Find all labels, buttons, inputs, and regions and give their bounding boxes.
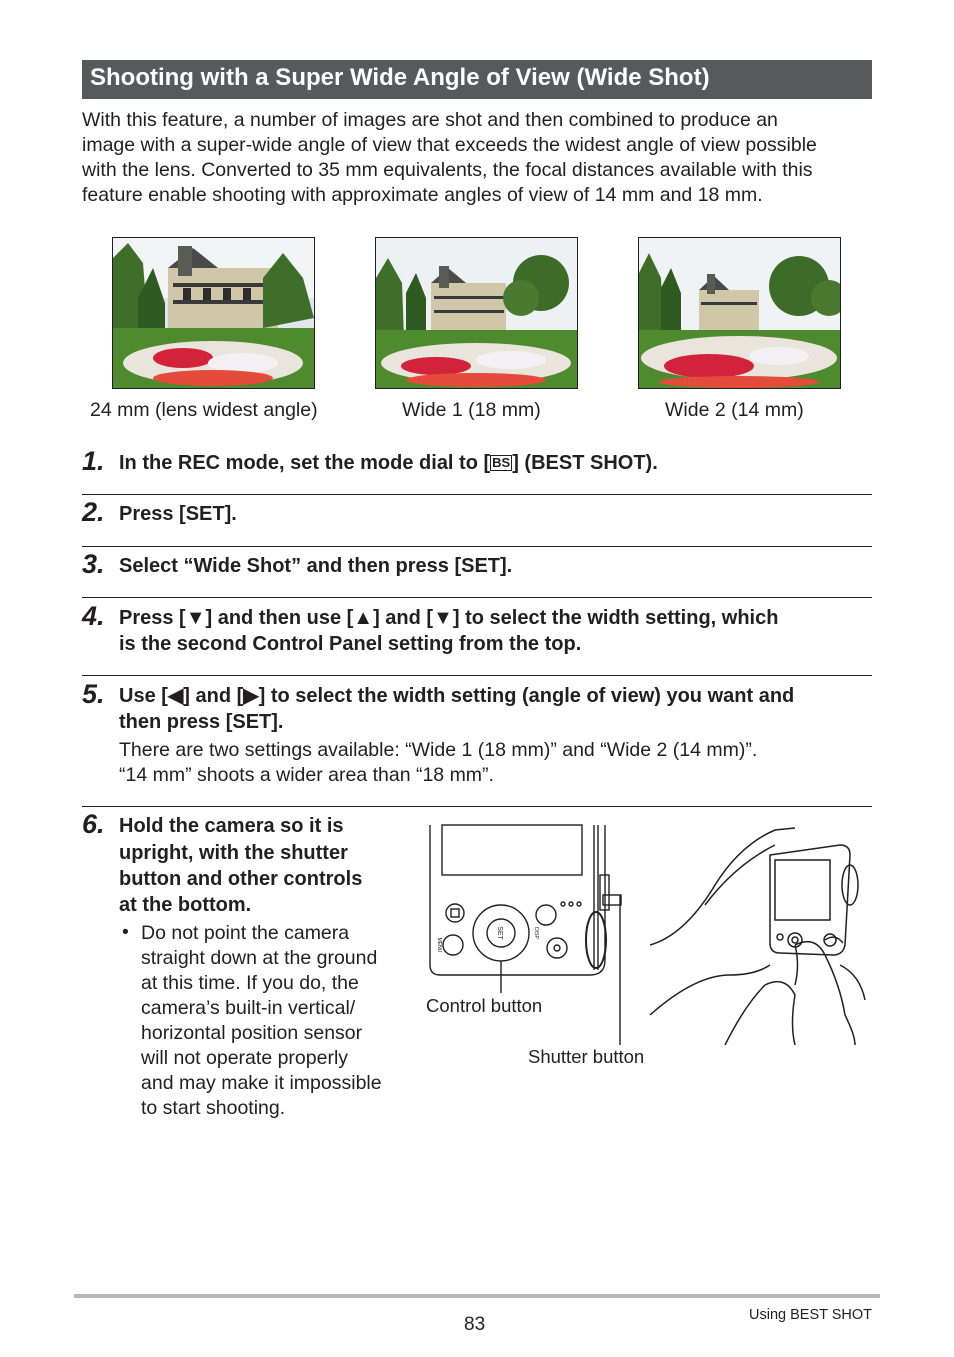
bullet-line: Do not point the camera [141, 922, 350, 944]
step-6-bullet [141, 921, 382, 1121]
bullet-line: and may make it impossible [141, 1072, 382, 1094]
bullet-line: horizontal position sensor [141, 1022, 363, 1044]
intro-line: image with a super-wide angle of view that exceeds the widest angle of view possible [82, 134, 817, 156]
step-4-line1: Press [▼] and then use [▲] and [▼] to select the width setting, which [119, 607, 779, 629]
photo-wide2 [638, 237, 841, 389]
step-divider [82, 597, 872, 598]
bullet-line: will not operate properly [141, 1047, 349, 1069]
step-6-line: at the bottom. [119, 894, 252, 916]
step-divider [82, 806, 872, 807]
step-2-number: 2. [82, 497, 105, 527]
intro-line: with the lens. Converted to 35 mm equivalents, the focal distances available with this [82, 159, 813, 181]
step-4-number: 4. [82, 601, 105, 631]
intro-paragraph [82, 108, 872, 208]
step-2-text: Press [SET]. [119, 503, 237, 525]
footer-divider [74, 1294, 880, 1298]
bullet-line: straight down at the ground [141, 947, 378, 969]
step-6-line: upright, with the shutter [119, 842, 348, 864]
shutter-button-label: Shutter button [528, 1046, 645, 1067]
caption-wide1: Wide 1 (18 mm) [402, 399, 541, 421]
caption-24mm: 24 mm (lens widest angle) [90, 399, 318, 421]
control-button-label: Control button [426, 995, 543, 1016]
step-1-text [119, 450, 658, 476]
step-divider [82, 546, 872, 547]
step-5-note2: “14 mm” shoots a wider area than “18 mm”. [119, 764, 494, 786]
step-1-text-after: ] (BEST SHOT). [512, 452, 658, 474]
step-6-line: Hold the camera so it is [119, 815, 344, 837]
footer-section-title: Using BEST SHOT [749, 1307, 873, 1323]
step-6-line: button and other controls [119, 868, 363, 890]
step-5-number: 5. [82, 679, 105, 709]
photo-wide1 [375, 237, 578, 389]
step-divider [82, 494, 872, 495]
step-5-line1: Use [◀] and [▶] to select the width setting (angle of view) you want and [119, 685, 795, 707]
page-number: 83 [464, 1314, 486, 1335]
step-4-line2: is the second Control Panel setting from the top. [119, 633, 582, 655]
menu-button-label: MENU [436, 937, 442, 953]
step-5-note1: There are two settings available: “Wide 1 (18 mm)” and “Wide 2 (14 mm)”. [119, 739, 758, 761]
intro-line: feature enable shooting with approximate angles of view of 14 mm and 18 mm. [82, 184, 763, 206]
bullet-marker: • [122, 921, 129, 943]
section-title: Shooting with a Super Wide Angle of View (Wide Shot) [90, 64, 710, 91]
hands-holding-camera-illustration [645, 825, 870, 1050]
bullet-line: at this time. If you do, the [141, 972, 359, 994]
bullet-line: to start shooting. [141, 1097, 286, 1119]
caption-wide2: Wide 2 (14 mm) [665, 399, 804, 421]
best-shot-icon: BS [492, 455, 511, 470]
set-button-label: SET [496, 926, 503, 940]
section-header [82, 60, 872, 99]
step-6-number: 6. [82, 809, 105, 839]
step-3-number: 3. [82, 549, 105, 579]
photo-24mm [112, 237, 315, 389]
bullet-line: camera’s built-in vertical/ [141, 997, 356, 1019]
step-divider [82, 675, 872, 676]
step-3-text: Select “Wide Shot” and then press [SET]. [119, 555, 513, 577]
intro-line: With this feature, a number of images are shot and then combined to produce an [82, 109, 778, 131]
step-1-number: 1. [82, 446, 105, 476]
step-5-line2: then press [SET]. [119, 711, 284, 733]
step-1-text-before: In the REC mode, set the mode dial to [ [119, 452, 491, 474]
disp-button-label: DISP [533, 927, 539, 939]
